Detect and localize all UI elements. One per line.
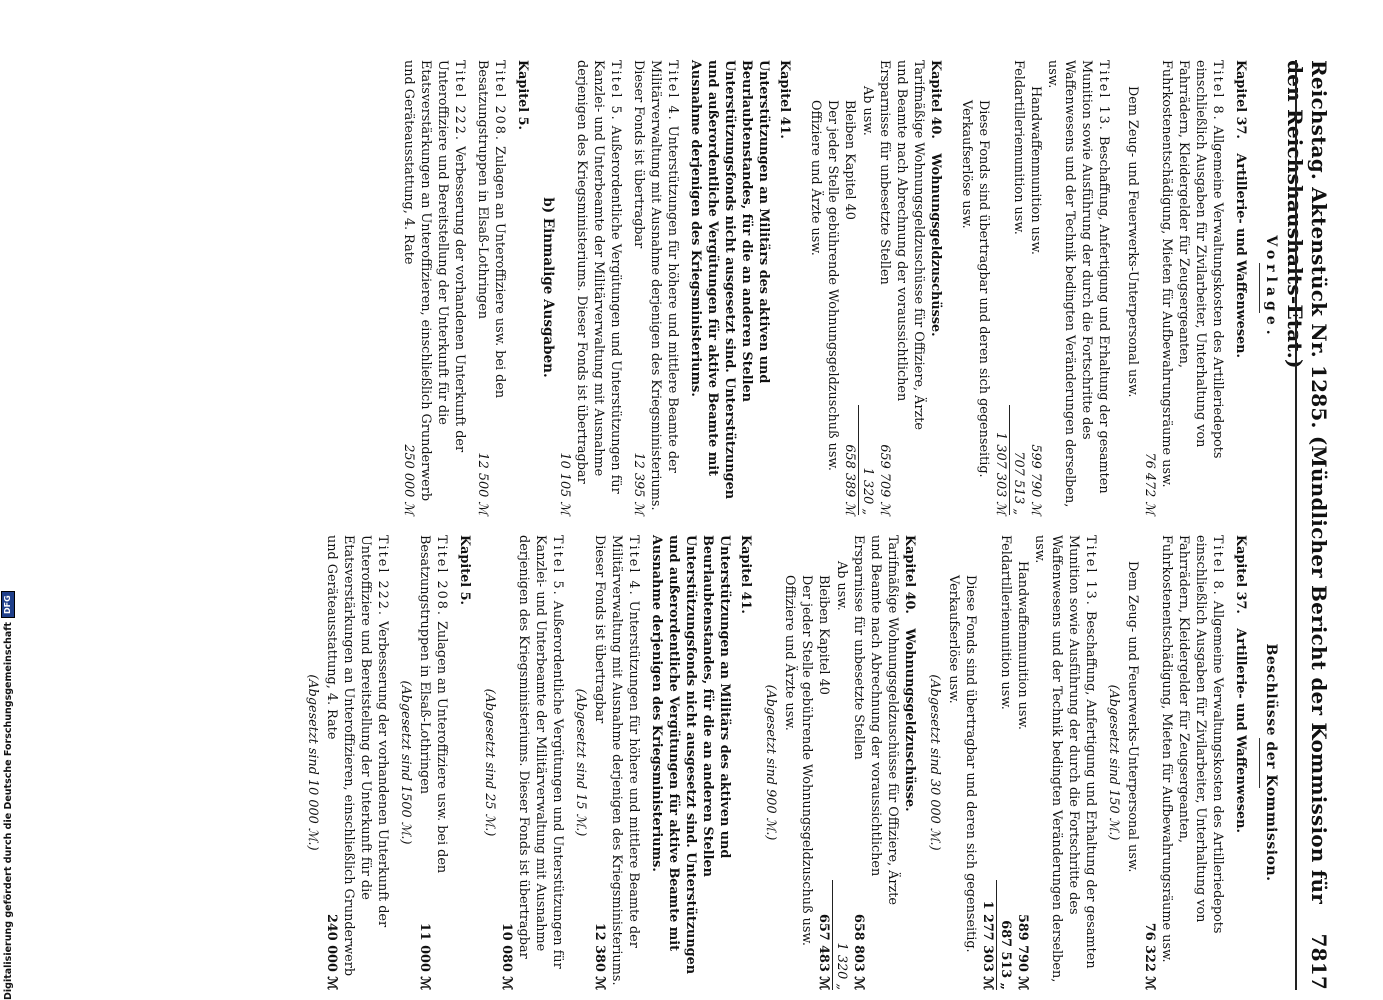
attribution-text: Digitalisierung gefördert durch die Deutsche Forschungsgemeinschaft [2, 622, 14, 1000]
titel-entry [400, 60, 468, 515]
kapitel-heading [776, 60, 793, 515]
amount-row [1014, 535, 1031, 990]
titel-amount: 10 080 ℳ [499, 922, 514, 990]
titel-entry [1044, 60, 1112, 515]
line-label: Handwaffenmunition usw. [1028, 86, 1043, 255]
heading-rule [1259, 263, 1260, 313]
titel-amount: 10 105 ℳ [557, 452, 572, 515]
total-amount: 1 277 303 ℳ [980, 900, 995, 990]
titel-label: Titel 8. [1210, 535, 1225, 597]
line-amount: 1 320 „ [834, 942, 849, 990]
kapitel-heading [1232, 535, 1249, 990]
verkauf-note: Verkaufserlöse usw. [946, 575, 961, 704]
amount-row [859, 60, 876, 515]
titel-text: Tarifmäßige Wohnungsgeldzuschüsse für Offiziere, Ärzte und Beamte nach Abrechnung der voraussichtlichen Ersparnisse für unbesetzte Stellen [877, 60, 926, 430]
header-title: Reichstag. Aktenstück Nr. 1285. (Mündlicher Bericht der Kommission für den Reichshaushalts-Etat.) [1283, 60, 1331, 904]
line-amount: 687 513 „ [998, 920, 1013, 990]
column-heading: Vorlage. [1263, 235, 1279, 340]
titel-label: Titel 13. [1083, 535, 1098, 607]
line-amount: 589 790 ℳ [1015, 913, 1030, 990]
dfg-sidebar [0, 595, 16, 1000]
titel-text: Außerordentliche Vergütungen und Unterstützungen für Kanzlei- und Unterbeamte der Militärverwaltung mit Ausnahme derjenigen des Kriegsministeriums. Dieser Fonds ist übertragbar [516, 535, 565, 969]
titel-text: Zulagen an Unteroffiziere usw. bei den Besatzungstruppen in Elsaß-Lothringen [417, 535, 449, 874]
kapitel-note: Der jeder Stelle gebührende Wohnungsgeldzuschuß usw. [799, 575, 814, 946]
titel-label: Titel 208. [434, 535, 449, 617]
column-heading: Beschlüsse der Kommission. [1263, 643, 1279, 882]
titel-amount: 12 395 ℳ [631, 452, 646, 515]
line-label: Ab usw. [860, 86, 875, 136]
fonds-note: Diese Fonds sind übertragbar und deren sich gegenseitig. [963, 575, 978, 953]
total-row [841, 60, 858, 515]
titel-amount: 240 000 ℳ [324, 913, 339, 990]
dfg-attribution [0, 595, 16, 1000]
titel-text: Beschaffung, Anfertigung und Erhaltung der gesamten Munition sowie Ausführung der durch die Fortschritte des Waffenwesens und der Technik bedingten Veränderungen derselben, usw. [1032, 535, 1098, 983]
titel-label: Titel 5. [608, 60, 623, 122]
header-rule [1295, 60, 1297, 990]
kapitel-number: Kapitel 37. [1233, 535, 1248, 614]
titel-entry [416, 535, 450, 990]
fonds-note: Diese Fonds sind übertragbar und deren sich gegenseitig. [976, 100, 991, 478]
verkauf-note: Verkaufserlöse usw. [959, 100, 974, 229]
kapitel-heading [456, 535, 473, 990]
titel-note: Dem Zeug- und Feuerwerks-Unterpersonal usw. [1125, 86, 1140, 398]
kapitel-number: Kapitel 40. [928, 60, 943, 139]
titel-entry [591, 535, 642, 990]
abgesetzt-note: (Abgesetzt sind 10 000 ℳ.) [305, 674, 320, 851]
line-label: Ab usw. [834, 561, 849, 611]
titel-label: Titel 8. [1210, 60, 1225, 122]
titel-entry [323, 535, 391, 990]
kapitel-subtitle: Artillerie- und Waffenwesen. [1233, 153, 1248, 358]
line-label: Feldartilleriemunition usw. [1011, 60, 1026, 235]
total-amount: 657 483 ℳ [816, 913, 831, 990]
titel-text: Zulagen an Unteroffiziere usw. bei den Besatzungstruppen in Elsaß-Lothringen [475, 60, 507, 399]
kapitel-heading [514, 60, 531, 515]
total-row [815, 535, 832, 990]
line-amount: 599 790 ℳ [1028, 444, 1043, 515]
total-row [992, 60, 1009, 515]
kapitel-number: Kapitel 5. [515, 60, 530, 130]
titel-amount: 12 380 ℳ [592, 922, 607, 990]
titel-label: Titel 4. [626, 535, 641, 597]
kapitel-subtitle: Artillerie- und Waffenwesen. [1233, 628, 1248, 833]
titel-text: Unterstützungen für höhere und mittlere Beamte der Militärverwaltung mit Ausnahme derjenigen des Kriegsministeriums. Dieser Fonds ist übertragbar [631, 60, 680, 511]
kapitel-subtitle: Wohnungsgeldzuschüsse. [928, 153, 943, 337]
abgesetzt-note: (Abgesetzt sind 900 ℳ.) [763, 684, 778, 841]
titel-label: Titel 222. [452, 60, 467, 142]
page-header [1283, 60, 1331, 990]
titel-amount: 11 000 ℳ [417, 922, 432, 990]
kapitel-number: Kapitel 5. [457, 535, 472, 605]
line-amount: 707 513 „ [1011, 451, 1026, 515]
kapitel-number: Kapitel 40. [902, 535, 917, 614]
kapitel-number: Kapitel 41. [777, 60, 792, 139]
abgesetzt-note: (Abgesetzt sind 25 ℳ.) [482, 688, 497, 837]
titel-text: Unterstützungen für höhere und mittlere Beamte der Militärverwaltung mit Ausnahme derjenigen des Kriegsministeriums. Dieser Fonds ist übertragbar [592, 535, 641, 986]
amount-row [997, 535, 1014, 990]
line-label: Handwaffenmunition usw. [1015, 561, 1030, 730]
titel-label: Titel 208. [492, 60, 507, 142]
line-label: Bleiben Kapitel 40 [816, 575, 831, 695]
titel-label: Titel 4. [665, 60, 680, 122]
titel-text: Außerordentliche Vergütungen und Unterstützungen für Kanzlei- und Unterbeamte der Militärverwaltung mit Ausnahme derjenigen des Kriegsministeriums. Dieser Fonds ist übertragbar [574, 60, 623, 494]
total-row [979, 535, 996, 990]
abgesetzt-note: (Abgesetzt sind 150 ℳ.) [1106, 684, 1121, 841]
line-label: Feldartilleriemunition usw. [998, 535, 1013, 710]
titel-text: Allgemeine Verwaltungskosten des Artilleriedepots einschließlich Ausgaben für Zivilarbeiter, Unterhaltung von Fahrrädern, Kleidergelder für Zeugsergeanten, Fuhrkostenentschädigung, Mieten für Aufbewahrungsräume usw. [1159, 535, 1225, 963]
amount-row [1010, 60, 1027, 515]
kapitel-note: Der jeder Stelle gebührende Wohnungsgeldzuschuß usw. [825, 100, 840, 471]
titel-entry [499, 535, 566, 990]
kapitel-number: Kapitel 41. [738, 535, 753, 614]
titel-amount: 250 000 ℳ [401, 444, 416, 515]
amount-row [833, 535, 850, 990]
section-heading: b) Einmalige Ausgaben. [540, 197, 556, 378]
total-amount: 1 307 303 ℳ [993, 432, 1008, 515]
titel-entry [1142, 535, 1226, 990]
heading-rule [1259, 738, 1260, 788]
amount-row [1027, 60, 1044, 515]
titel-text: Beschaffung, Anfertigung und Erhaltung der gesamten Munition sowie Ausführung der durch die Fortschritte des Waffenwesens und der Technik bedingten Veränderungen derselben, usw. [1045, 60, 1111, 508]
kapitel-note: Offiziere und Ärzte usw. [808, 100, 823, 256]
titel-note: Dem Zeug- und Feuerwerks-Unterpersonal usw. [1125, 561, 1140, 873]
titel-entry [630, 60, 681, 515]
kapitel-description: Unterstützungen an Militärs des aktiven und Beurlaubtenstandes, für die an anderen Stellen Unterstützungsfonds nicht ausgesetzt sind. Unterstützungen und außerordentliche Vergütungen für aktive Beamte mit Ausnahme derjenigen des Kriegsministeriums. [649, 535, 732, 975]
line-label: Bleiben Kapitel 40 [842, 100, 857, 220]
titel-label: Titel 222. [375, 535, 390, 617]
column-beschluesse [302, 535, 1283, 990]
abgesetzt-note: (Abgesetzt sind 15 ℳ.) [573, 688, 588, 837]
line-amount: 1 320 „ [860, 467, 875, 515]
line-amount: 659 709 ℳ [877, 444, 892, 515]
kapitel-heading [1232, 60, 1249, 515]
titel-amount: 12 500 ℳ [475, 452, 490, 515]
titel-text: Verbesserung der vorhandenen Unterkunft der Unteroffiziere und Bereitstellung der Unterkunft für die Etatsverstärkungen an Unteroffizieren, einschließlich Grunderwerb und Geräteausstattung, 4. Rate [324, 535, 390, 977]
titel-entry [1031, 535, 1099, 990]
total-amount: 658 389 ℳ [842, 444, 857, 515]
kapitel-note: Offiziere und Ärzte usw. [782, 575, 797, 731]
abgesetzt-note: (Abgesetzt sind 30 000 ℳ.) [927, 674, 942, 851]
titel-text: Allgemeine Verwaltungskosten des Artilleriedepots einschließlich Ausgaben für Zivilarbeiter, Unterhaltung von Fahrrädern, Kleidergelder für Zeugsergeanten, Fuhrkostenentschädigung, Mieten für Aufbewahrungsräume usw. [1159, 60, 1225, 488]
column-vorlage [400, 60, 1283, 515]
abgesetzt-note: (Abgesetzt sind 1500 ℳ.) [398, 680, 413, 845]
kapitel-heading [927, 60, 944, 515]
amount-row [876, 60, 927, 515]
kapitel-heading [737, 535, 754, 990]
titel-entry [474, 60, 508, 515]
line-amount: 658 803 ℳ [851, 913, 866, 990]
titel-amount: 76 322 ℳ [1142, 922, 1157, 990]
kapitel-subtitle: Wohnungsgeldzuschüsse. [902, 628, 917, 812]
kapitel-number: Kapitel 37. [1233, 60, 1248, 139]
titel-amount: 76 472 ℳ [1142, 452, 1157, 515]
titel-entry [1142, 60, 1226, 515]
titel-text: Verbesserung der vorhandenen Unterkunft der Unteroffiziere und Bereitstellung der Unterkunft für die Etatsverstärkungen an Unteroffizieren, einschließlich Grunderwerb und Geräteausstattung, 4. Rate [401, 60, 467, 502]
amount-row [850, 535, 901, 990]
dfg-logo: DFG [1, 591, 15, 618]
titel-label: Titel 13. [1096, 60, 1111, 132]
kapitel-description: Unterstützungen an Militärs des aktiven und Beurlaubtenstandes, für die an anderen Stellen Unterstützungsfonds nicht ausgesetzt sind. Unterstützungen und außerordentliche Vergütungen für aktive Beamte mit Ausnahme derjenigen des Kriegsministeriums. [688, 60, 771, 500]
kapitel-heading [901, 535, 918, 990]
page-number: 7817 [1307, 933, 1331, 990]
titel-entry [557, 60, 624, 515]
titel-label: Titel 5. [550, 535, 565, 597]
titel-text: Tarifmäßige Wohnungsgeldzuschüsse für Offiziere, Ärzte und Beamte nach Abrechnung der voraussichtlichen Ersparnisse für unbesetzte Stellen [851, 535, 900, 905]
